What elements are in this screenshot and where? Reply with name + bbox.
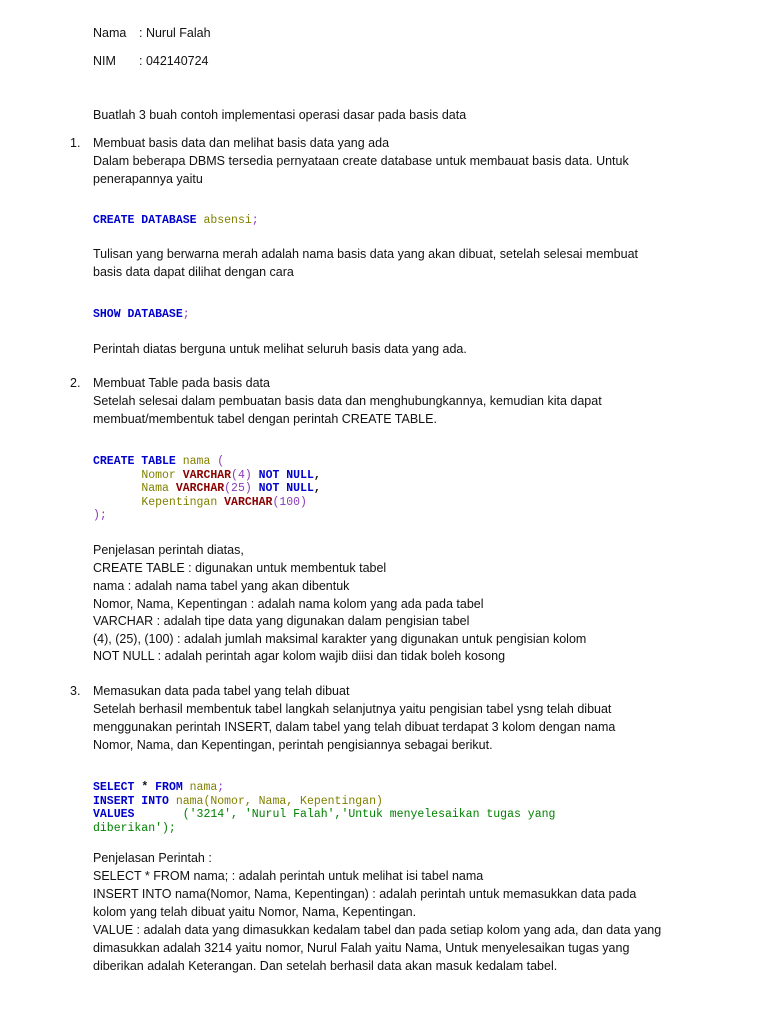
code-create-table [93,455,321,523]
section2-desc-line1: Setelah selesai dalam pembuatan basis data dan menghubungkannya, kemudian kita dapat [93,394,602,408]
code-column: Nomor [141,468,176,482]
code-punct: , [313,482,321,495]
code-punct: , [313,468,321,482]
section3-title: Memasukan data pada tabel yang telah dibuat [93,684,350,698]
nim-label: NIM [93,54,116,68]
code-size: (4) [231,468,252,482]
section1-title: Membuat basis data dan melihat basis data yang ada [93,136,390,150]
code-star: * [141,781,149,794]
code-size: (25) [224,482,252,495]
code-punct: ( [217,455,225,468]
section3-explain-0: Penjelasan Perintah : [93,851,212,865]
section3-explain-3: kolom yang telah dibuat yaitu Nomor, Nama, Kepentingan. [93,905,417,919]
code-identifier: absensi [203,214,252,227]
section2-explain-0: Penjelasan perintah diatas, [93,543,244,557]
code-punct: ; [251,214,259,227]
section3-explain-1: SELECT * FROM nama; : adalah perintah untuk melihat isi tabel nama [93,869,484,883]
section1-after1-line2: basis data dapat dilihat dengan cara [93,265,294,279]
code-size: (100) [272,495,307,509]
section3-explain-2: INSERT INTO nama(Nomor, Nama, Kepentingan) : adalah perintah untuk memasukkan data pada [93,887,637,901]
code-values-cont: diberikan'); [93,821,176,835]
code-keyword: INSERT INTO [93,794,169,808]
code-keyword: SHOW DATABASE [93,308,183,321]
nama-label: Nama [93,26,127,40]
code-punct: ); [93,509,107,522]
code-identifier: nama [175,794,204,808]
code-keyword: SELECT [93,781,135,794]
section2-explain-5: (4), (25), (100) : adalah jumlah maksimal karakter yang digunakan untuk pengisian kolom [93,632,587,646]
section3-desc-line3: Nomor, Nama, dan Kepentingan, perintah pengisiannya sebagai berikut. [93,738,493,752]
code-show-database [93,308,190,322]
section1-after1-line1: Tulisan yang berwarna merah adalah nama basis data yang akan dibuat, setelah selesai membuat [93,247,639,261]
code-keyword: CREATE TABLE [93,455,176,468]
code-keyword: FROM [155,781,183,794]
section1-desc-line2: penerapannya yaitu [93,172,203,186]
code-columns: (Nomor, Nama, Kepentingan) [203,794,383,808]
section3-desc-line2: menggunakan perintah INSERT, dalam tabel yang telah dibuat terdapat 3 kolom dengan nama [93,720,616,734]
section2-title: Membuat Table pada basis data [93,376,270,390]
section3-explain-4: VALUE : adalah data yang dimasukkan kedalam tabel dan pada setiap kolom yang ada, dan data yang [93,923,662,937]
code-type: VARCHAR [224,495,273,509]
section1-number: 1. [70,136,81,150]
code-type: VARCHAR [175,482,225,495]
code-type: VARCHAR [182,468,232,482]
code-keyword: NOT NULL [258,468,314,482]
section3-number: 3. [70,684,81,698]
section3-explain-5: dimasukkan adalah 3214 yaitu nomor, Nurul Falah yaitu Nama, Untuk menyelesaikan tugas yang [93,941,630,955]
nama-value: : Nurul Falah [139,26,211,40]
code-column: Nama [141,482,169,495]
section1-desc-line1: Dalam beberapa DBMS tersedia pernyataan create database untuk membauat basis data. Untuk [93,154,629,168]
code-create-database [93,214,259,228]
code-keyword: VALUES [93,808,135,821]
code-keyword: CREATE DATABASE [93,214,197,227]
section2-explain-3: Nomor, Nama, Kepentingan : adalah nama kolom yang ada pada tabel [93,597,484,611]
section3-desc-line1: Setelah berhasil membentuk tabel langkah selanjutnya yaitu pengisian tabel ysng telah dibuat [93,702,612,716]
code-values: ('3214', 'Nurul Falah','Untuk menyelesaikan tugas yang [182,808,556,821]
section2-explain-1: CREATE TABLE : digunakan untuk membentuk tabel [93,561,387,575]
nim-value: : 042140724 [139,54,209,68]
code-identifier: nama [182,455,211,468]
code-column: Kepentingan [141,495,218,509]
section2-explain-6: NOT NULL : adalah perintah agar kolom wajib diisi dan tidak boleh kosong [93,649,506,663]
section2-explain-2: nama : adalah nama tabel yang akan dibentuk [93,579,350,593]
code-insert [93,781,555,835]
section2-desc-line2: membuat/membentuk tabel dengan perintah CREATE TABLE. [93,412,437,426]
section1-after2: Perintah diatas berguna untuk melihat seluruh basis data yang ada. [93,342,467,356]
code-punct: ; [217,781,225,794]
section2-explain-4: VARCHAR : adalah tipe data yang digunakan dalam pengisian tabel [93,614,470,628]
intro-text: Buatlah 3 buah contoh implementasi operasi dasar pada basis data [93,108,467,122]
code-identifier: nama [189,781,218,794]
code-punct: ; [182,308,190,321]
code-keyword: NOT NULL [258,482,314,495]
section2-number: 2. [70,376,81,390]
section3-explain-6: diberikan adalah Keterangan. Dan setelah berhasil data akan masuk kedalam tabel. [93,959,558,973]
